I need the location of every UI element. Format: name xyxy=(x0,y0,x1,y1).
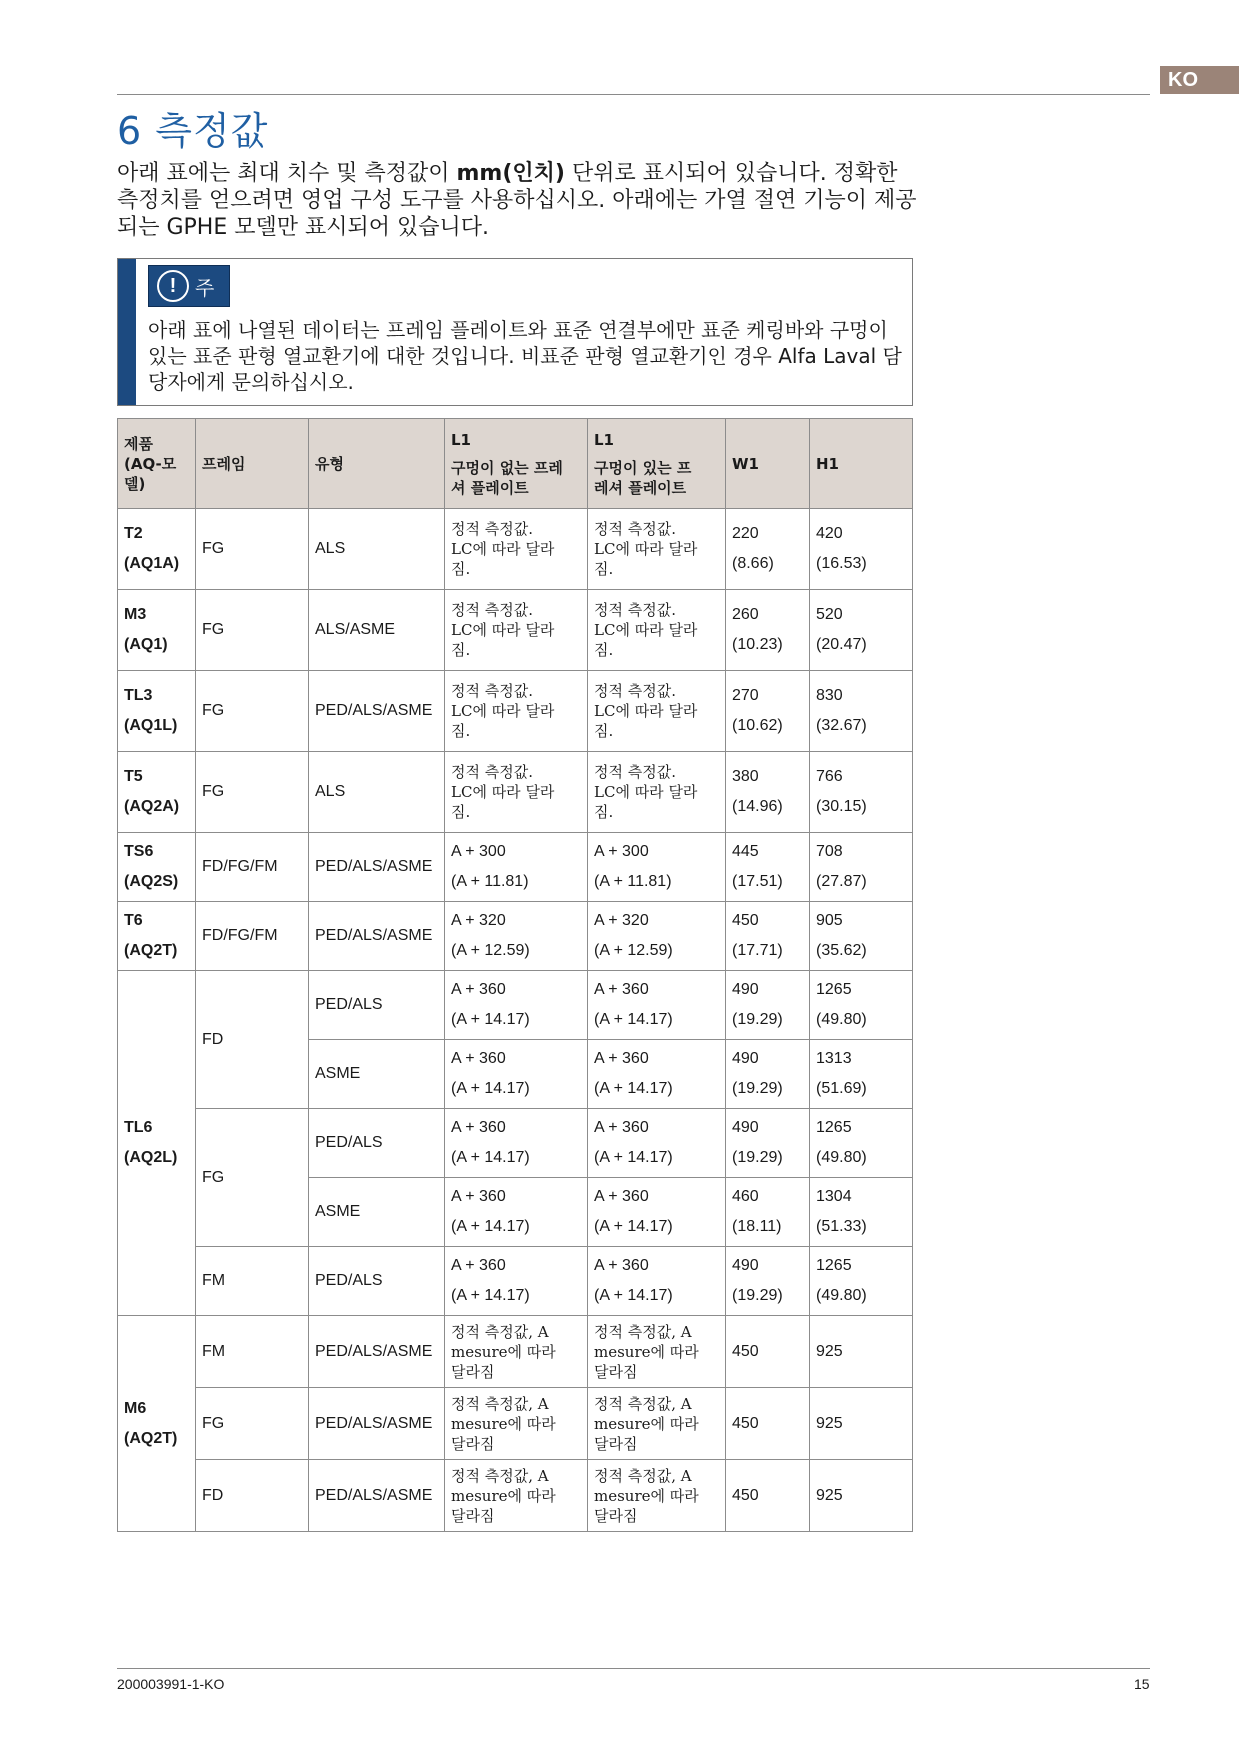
cell-line: LC에 따라 달라 xyxy=(451,540,555,558)
cell-line: 짐. xyxy=(451,722,471,740)
header-l1-line: L1 xyxy=(451,430,471,449)
cell-type: PED/ALS/ASME xyxy=(309,833,445,902)
cell-line: (A + 11.81) xyxy=(451,873,529,890)
cell-line: LC에 따라 달라 xyxy=(451,783,555,801)
cell-l1-holes xyxy=(588,902,726,971)
cell-line: 708 xyxy=(816,843,843,860)
header-l1-line: 구멍이 있는 프 xyxy=(594,458,692,477)
cell-w1 xyxy=(726,590,810,671)
cell-l1-no-holes xyxy=(445,1040,588,1109)
cell-line: 정적 측정값. xyxy=(451,682,533,700)
cell-line: 짐. xyxy=(451,641,471,659)
cell-l1-holes xyxy=(588,1316,726,1388)
cell-line: mesure에 따라 xyxy=(594,1486,699,1505)
cell-line: (18.11) xyxy=(732,1218,782,1235)
cell-l1-holes xyxy=(588,671,726,752)
cell-line: 420 xyxy=(816,525,843,542)
cell-line: 766 xyxy=(816,768,843,785)
cell-line: mesure에 따라 xyxy=(451,1486,556,1505)
cell-l1-no-holes xyxy=(445,1247,588,1316)
cell-h1 xyxy=(810,752,913,833)
cell-line: LC에 따라 달라 xyxy=(451,702,555,720)
cell-h1 xyxy=(810,1040,913,1109)
cell-line: 정적 측정값. xyxy=(451,763,533,781)
cell-l1-holes xyxy=(588,1388,726,1460)
cell-line: (A + 12.59) xyxy=(451,942,530,959)
header-product-line: 델) xyxy=(124,474,146,493)
cell-line: TL3 xyxy=(124,687,153,704)
cell-line: A + 320 xyxy=(594,912,649,929)
cell-line: (19.29) xyxy=(732,1287,783,1304)
cell-line: 450 xyxy=(732,1414,759,1432)
cell-l1-holes xyxy=(588,833,726,902)
cell-h1 xyxy=(810,671,913,752)
cell-line: TL6 xyxy=(124,1119,153,1136)
cell-frame: FD/FG/FM xyxy=(196,833,309,902)
cell-line: LC에 따라 달라 xyxy=(594,621,698,639)
cell-frame: FD/FG/FM xyxy=(196,902,309,971)
cell-line: 정적 측정값. xyxy=(594,601,676,619)
note-accent-bar xyxy=(118,259,136,405)
header-l1-line: 셔 플레이트 xyxy=(451,478,529,497)
cell-line: 짐. xyxy=(594,803,614,821)
cell-line: 짐. xyxy=(594,722,614,740)
cell-type: PED/ALS xyxy=(309,1109,445,1178)
cell-w1 xyxy=(726,1109,810,1178)
table-row xyxy=(118,509,913,590)
cell-line: A + 360 xyxy=(594,1119,649,1136)
cell-line: (A + 14.17) xyxy=(451,1011,530,1028)
cell-line: (49.80) xyxy=(816,1011,867,1028)
cell-line: (AQ2S) xyxy=(124,873,179,890)
cell-line: (35.62) xyxy=(816,942,867,959)
cell-line: (A + 14.17) xyxy=(594,1080,673,1097)
cell-frame: FG xyxy=(196,509,309,590)
cell-line: 450 xyxy=(732,912,759,929)
cell-l1-no-holes xyxy=(445,590,588,671)
cell-line: 1265 xyxy=(816,1119,852,1136)
cell-line: 짐. xyxy=(594,560,614,578)
cell-line: (30.15) xyxy=(816,798,867,815)
cell-line: 925 xyxy=(816,1486,843,1504)
note-text: 아래 표에 나열된 데이터는 프레임 플레이트와 표준 연결부에만 표준 케링바와 구멍이 있는 표준 판형 열교환기에 대한 것입니다. 비표준 판형 열교환기인 경우 Alfa Laval 담당자에게 문의하십시오. xyxy=(148,318,902,394)
cell-line: 1313 xyxy=(816,1050,852,1067)
cell-h1 xyxy=(810,1460,913,1532)
cell-line: (A + 14.17) xyxy=(451,1287,530,1304)
cell-line: (AQ2T) xyxy=(124,942,178,959)
header-product-line: (AQ-모 xyxy=(124,454,177,473)
table-row xyxy=(118,1109,913,1178)
cell-l1-no-holes xyxy=(445,671,588,752)
table-row xyxy=(118,671,913,752)
cell-line: 905 xyxy=(816,912,843,929)
bottom-rule xyxy=(117,1668,1150,1669)
cell-line: A + 360 xyxy=(451,1050,506,1067)
cell-product xyxy=(118,1316,196,1532)
cell-line: (19.29) xyxy=(732,1011,783,1028)
cell-line: 270 xyxy=(732,687,759,704)
cell-line: 1265 xyxy=(816,1257,852,1274)
cell-line: LC에 따라 달라 xyxy=(451,621,555,639)
cell-product xyxy=(118,833,196,902)
cell-line: LC에 따라 달라 xyxy=(594,702,698,720)
cell-line: 달라짐 xyxy=(594,1362,638,1381)
cell-w1 xyxy=(726,902,810,971)
cell-line: (20.47) xyxy=(816,636,867,653)
cell-line: T5 xyxy=(124,768,143,785)
cell-line: (27.87) xyxy=(816,873,867,890)
cell-line: 490 xyxy=(732,1050,759,1067)
cell-line: 450 xyxy=(732,1486,759,1504)
cell-line: (A + 14.17) xyxy=(594,1287,673,1304)
cell-line: 380 xyxy=(732,768,759,785)
cell-frame: FG xyxy=(196,1109,309,1247)
cell-line: A + 360 xyxy=(451,1119,506,1136)
cell-line: TS6 xyxy=(124,843,154,860)
language-badge: KO xyxy=(1160,66,1239,94)
cell-line: (49.80) xyxy=(816,1149,867,1166)
cell-h1 xyxy=(810,1316,913,1388)
cell-line: A + 360 xyxy=(594,1257,649,1274)
header-l1-holes xyxy=(588,419,726,509)
cell-line: 445 xyxy=(732,843,759,860)
header-l1-line: 구멍이 없는 프레 xyxy=(451,458,563,477)
cell-line: 490 xyxy=(732,1257,759,1274)
cell-line: 달라짐 xyxy=(451,1434,495,1453)
cell-product xyxy=(118,590,196,671)
cell-l1-no-holes xyxy=(445,902,588,971)
cell-line: 460 xyxy=(732,1188,759,1205)
cell-line: 달라짐 xyxy=(451,1506,495,1525)
cell-l1-no-holes xyxy=(445,1460,588,1532)
cell-line: 짐. xyxy=(594,641,614,659)
cell-line: 1265 xyxy=(816,981,852,998)
cell-product xyxy=(118,509,196,590)
cell-line: 정적 측정값, A xyxy=(594,1466,692,1485)
cell-type: PED/ALS xyxy=(309,971,445,1040)
cell-line: (A + 14.17) xyxy=(451,1149,530,1166)
cell-line: M6 xyxy=(124,1399,147,1417)
page-number: 15 xyxy=(1134,1676,1150,1692)
cell-product xyxy=(118,752,196,833)
cell-w1 xyxy=(726,1247,810,1316)
cell-h1 xyxy=(810,1109,913,1178)
table-row xyxy=(118,1388,913,1460)
cell-l1-no-holes xyxy=(445,833,588,902)
header-type: 유형 xyxy=(309,419,445,509)
cell-h1 xyxy=(810,590,913,671)
cell-line: (17.71) xyxy=(732,942,783,959)
cell-line: (51.33) xyxy=(816,1218,867,1235)
info-icon: ! xyxy=(157,270,189,302)
section-title: 6 측정값 xyxy=(117,109,269,153)
cell-l1-holes xyxy=(588,1040,726,1109)
cell-line: (AQ2T) xyxy=(124,1429,178,1447)
cell-h1 xyxy=(810,1178,913,1247)
intro-paragraph xyxy=(117,160,917,241)
table-row xyxy=(118,971,913,1040)
cell-h1 xyxy=(810,509,913,590)
cell-line: 짐. xyxy=(451,560,471,578)
cell-line: A + 360 xyxy=(594,1188,649,1205)
cell-line: (AQ2A) xyxy=(124,798,180,815)
cell-line: (AQ2L) xyxy=(124,1149,178,1166)
cell-line: 260 xyxy=(732,606,759,623)
cell-frame: FM xyxy=(196,1316,309,1388)
cell-line: (10.23) xyxy=(732,636,783,653)
note-label: 주 xyxy=(195,275,215,300)
cell-type: ALS xyxy=(309,509,445,590)
cell-l1-holes xyxy=(588,1460,726,1532)
header-frame: 프레임 xyxy=(196,419,309,509)
intro-text-bold: mm(인치) xyxy=(456,161,565,186)
cell-w1 xyxy=(726,1388,810,1460)
cell-l1-no-holes xyxy=(445,971,588,1040)
cell-line: 달라짐 xyxy=(594,1434,638,1453)
cell-line: mesure에 따라 xyxy=(451,1342,556,1361)
cell-type: ALS/ASME xyxy=(309,590,445,671)
measurement-table xyxy=(117,418,913,1532)
cell-line: 925 xyxy=(816,1342,843,1360)
cell-line: (8.66) xyxy=(732,555,774,572)
cell-type: ALS xyxy=(309,752,445,833)
cell-line: A + 300 xyxy=(594,843,649,860)
cell-w1 xyxy=(726,509,810,590)
cell-frame: FD xyxy=(196,971,309,1109)
cell-line: 짐. xyxy=(451,803,471,821)
cell-l1-holes xyxy=(588,1109,726,1178)
cell-line: mesure에 따라 xyxy=(594,1342,699,1361)
cell-w1 xyxy=(726,671,810,752)
note-badge xyxy=(148,265,230,307)
intro-text-before: 아래 표에는 최대 치수 및 측정값이 xyxy=(117,161,457,186)
cell-line: mesure에 따라 xyxy=(594,1414,699,1433)
cell-line: A + 360 xyxy=(451,981,506,998)
cell-w1 xyxy=(726,1040,810,1109)
cell-line: A + 320 xyxy=(451,912,506,929)
cell-frame: FG xyxy=(196,752,309,833)
cell-frame: FM xyxy=(196,1247,309,1316)
header-h1: H1 xyxy=(810,419,913,509)
cell-line: T2 xyxy=(124,525,143,542)
cell-w1 xyxy=(726,752,810,833)
cell-line: (AQ1A) xyxy=(124,555,180,572)
cell-line: 220 xyxy=(732,525,759,542)
cell-w1 xyxy=(726,1460,810,1532)
cell-line: 정적 측정값, A xyxy=(451,1322,549,1341)
cell-w1 xyxy=(726,833,810,902)
cell-l1-holes xyxy=(588,509,726,590)
table-row xyxy=(118,1247,913,1316)
cell-line: (A + 14.17) xyxy=(451,1080,530,1097)
cell-line: (A + 14.17) xyxy=(594,1218,673,1235)
cell-line: mesure에 따라 xyxy=(451,1414,556,1433)
cell-line: (10.62) xyxy=(732,717,783,734)
cell-frame: FG xyxy=(196,671,309,752)
cell-h1 xyxy=(810,833,913,902)
cell-l1-no-holes xyxy=(445,1109,588,1178)
intro-text-after: 단위로 표시되어 있습니다. 정확한 측정치를 얻으려면 영업 구성 도구를 사용하십시오. 아래에는 가열 절연 기능이 제공되는 GPHE 모델만 표시되어 있습니다. xyxy=(117,161,917,240)
header-w1: W1 xyxy=(726,419,810,509)
cell-l1-no-holes xyxy=(445,1178,588,1247)
cell-product xyxy=(118,671,196,752)
table-row xyxy=(118,833,913,902)
cell-type: PED/ALS/ASME xyxy=(309,902,445,971)
cell-line: A + 360 xyxy=(594,981,649,998)
cell-line: (A + 14.17) xyxy=(594,1011,673,1028)
cell-line: 490 xyxy=(732,981,759,998)
header-l1-no-holes xyxy=(445,419,588,509)
cell-type: PED/ALS/ASME xyxy=(309,671,445,752)
cell-line: (19.29) xyxy=(732,1080,783,1097)
table-header-row xyxy=(118,419,913,509)
note-box xyxy=(117,258,913,406)
cell-frame: FG xyxy=(196,590,309,671)
cell-line: 정적 측정값. xyxy=(451,520,533,538)
cell-line: 925 xyxy=(816,1414,843,1432)
cell-l1-holes xyxy=(588,590,726,671)
cell-type: ASME xyxy=(309,1178,445,1247)
cell-line: A + 360 xyxy=(451,1257,506,1274)
cell-product xyxy=(118,971,196,1316)
header-l1-line: L1 xyxy=(594,430,614,449)
cell-type: PED/ALS/ASME xyxy=(309,1388,445,1460)
cell-l1-holes xyxy=(588,752,726,833)
cell-product xyxy=(118,902,196,971)
cell-line: 830 xyxy=(816,687,843,704)
cell-w1 xyxy=(726,1316,810,1388)
cell-l1-holes xyxy=(588,1178,726,1247)
table-row xyxy=(118,590,913,671)
cell-w1 xyxy=(726,1178,810,1247)
cell-h1 xyxy=(810,1247,913,1316)
cell-line: A + 360 xyxy=(451,1188,506,1205)
cell-line: 정적 측정값. xyxy=(594,763,676,781)
cell-l1-no-holes xyxy=(445,1388,588,1460)
cell-line: 달라짐 xyxy=(594,1506,638,1525)
cell-line: (19.29) xyxy=(732,1149,783,1166)
cell-line: LC에 따라 달라 xyxy=(594,783,698,801)
cell-l1-no-holes xyxy=(445,1316,588,1388)
cell-type: PED/ALS/ASME xyxy=(309,1316,445,1388)
header-product xyxy=(118,419,196,509)
cell-line: M3 xyxy=(124,606,147,623)
cell-line: 정적 측정값. xyxy=(451,601,533,619)
cell-line: (A + 14.17) xyxy=(451,1218,530,1235)
cell-line: 정적 측정값, A xyxy=(451,1394,549,1413)
cell-frame: FG xyxy=(196,1388,309,1460)
cell-line: (AQ1) xyxy=(124,636,168,653)
cell-line: 정적 측정값, A xyxy=(594,1394,692,1413)
cell-line: (17.51) xyxy=(732,873,783,890)
cell-line: (14.96) xyxy=(732,798,783,815)
cell-line: (32.67) xyxy=(816,717,867,734)
cell-line: 1304 xyxy=(816,1188,852,1205)
cell-line: 520 xyxy=(816,606,843,623)
cell-h1 xyxy=(810,971,913,1040)
cell-l1-no-holes xyxy=(445,509,588,590)
cell-l1-holes xyxy=(588,1247,726,1316)
cell-line: (16.53) xyxy=(816,555,867,572)
cell-type: PED/ALS/ASME xyxy=(309,1460,445,1532)
cell-line: A + 300 xyxy=(451,843,506,860)
table-row xyxy=(118,902,913,971)
cell-line: 정적 측정값, A xyxy=(594,1322,692,1341)
cell-h1 xyxy=(810,1388,913,1460)
cell-w1 xyxy=(726,971,810,1040)
cell-h1 xyxy=(810,902,913,971)
cell-line: 정적 측정값. xyxy=(594,520,676,538)
top-rule xyxy=(117,94,1150,95)
cell-line: (49.80) xyxy=(816,1287,867,1304)
cell-type: PED/ALS xyxy=(309,1247,445,1316)
cell-l1-no-holes xyxy=(445,752,588,833)
cell-line: 450 xyxy=(732,1342,759,1360)
cell-line: 490 xyxy=(732,1119,759,1136)
cell-line: (AQ1L) xyxy=(124,717,178,734)
cell-line: (A + 12.59) xyxy=(594,942,673,959)
cell-line: 정적 측정값. xyxy=(594,682,676,700)
cell-line: T6 xyxy=(124,912,143,929)
document-id: 200003991-1-KO xyxy=(117,1676,225,1692)
cell-l1-holes xyxy=(588,971,726,1040)
cell-line: (A + 14.17) xyxy=(594,1149,673,1166)
table-row xyxy=(118,752,913,833)
cell-line: 정적 측정값, A xyxy=(451,1466,549,1485)
cell-line: (A + 11.81) xyxy=(594,873,672,890)
table-row xyxy=(118,1460,913,1532)
header-l1-line: 레셔 플레이트 xyxy=(594,478,687,497)
cell-line: 달라짐 xyxy=(451,1362,495,1381)
cell-frame: FD xyxy=(196,1460,309,1532)
cell-type: ASME xyxy=(309,1040,445,1109)
cell-line: (51.69) xyxy=(816,1080,867,1097)
cell-line: LC에 따라 달라 xyxy=(594,540,698,558)
table-row xyxy=(118,1316,913,1388)
cell-line: A + 360 xyxy=(594,1050,649,1067)
header-product-line: 제품 xyxy=(124,434,153,453)
